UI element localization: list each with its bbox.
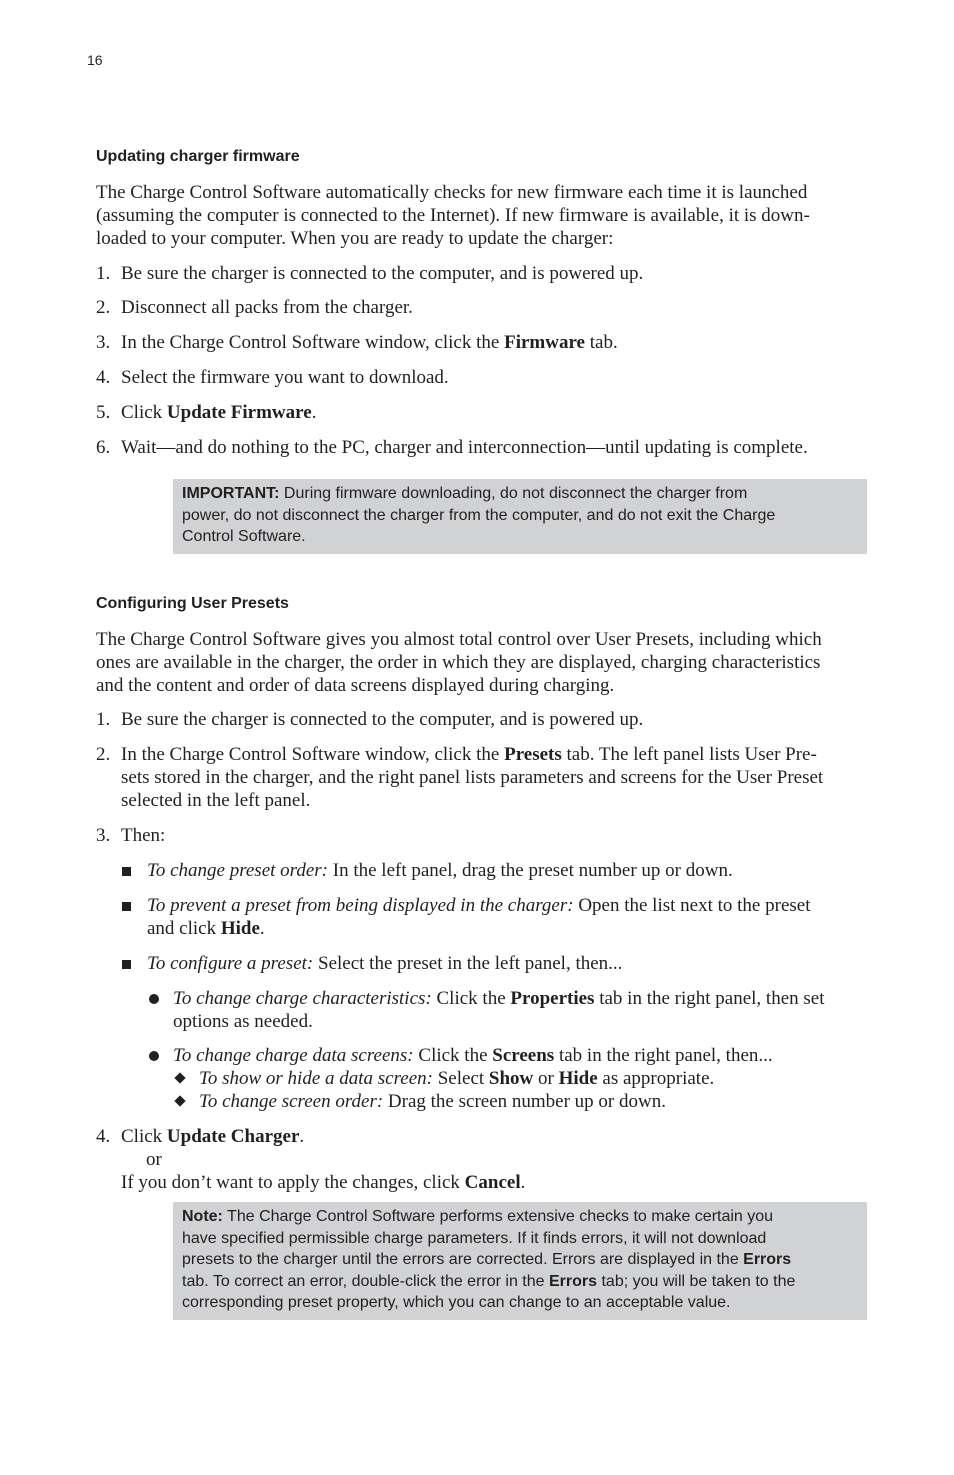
cancel-instruction: If you don’t want to apply the changes, click Cancel. <box>121 1172 526 1193</box>
step-text: Wait—and do nothing to the PC, charger and interconnection—until updating is complete. <box>121 437 808 458</box>
step-text: In the Charge Control Software window, click the Firmware tab. <box>121 332 618 353</box>
or-text: or <box>146 1149 162 1170</box>
step-text: Be sure the charger is connected to the computer, and is powered up. <box>121 263 644 284</box>
step-text: Click Update Charger. <box>121 1126 305 1147</box>
diamond-bullet-icon <box>174 1072 185 1083</box>
cancel-ref: Cancel <box>464 1172 521 1193</box>
hide-ref: Hide <box>220 918 260 939</box>
update-charger-ref: Update Charger <box>166 1126 300 1147</box>
note-label: Note: <box>182 1208 223 1225</box>
step-number: 4. <box>96 1126 111 1147</box>
step-text: Disconnect all packs from the charger. <box>121 297 413 318</box>
properties-tab-ref: Properties <box>510 988 595 1009</box>
errors-tab-ref: Errors <box>549 1272 598 1290</box>
presets-intro <box>96 628 866 697</box>
intro-line: (assuming the computer is connected to the Internet). If new firmware is available, it is down- <box>96 205 810 226</box>
note-callout: Note: The Charge Control Software performs extensive checks to make certain you have specified permissible charge parameters. If it finds errors, it will not download presets to the charger until the errors are corrected. Errors are displayed in the Errors tab. To correct an error, double-click the error in the Errors tab; you will be taken to the corresponding preset property, which you can change to an acceptable value. <box>173 1202 867 1320</box>
screens-tab-ref: Screens <box>492 1045 555 1066</box>
hide-ref: Hide <box>558 1068 598 1089</box>
square-bullet-icon <box>122 902 131 911</box>
important-callout: IMPORTANT: During firmware downloading, do not disconnect the charger from power, do not disconnect the charger from the computer, and do not exit the Charge Control Software. <box>173 479 867 554</box>
important-label: IMPORTANT: <box>182 485 280 502</box>
step-number: 3. <box>96 332 111 353</box>
square-bullet-icon <box>122 960 131 969</box>
step-number: 1. <box>96 263 111 284</box>
step-number: 1. <box>96 709 111 730</box>
step-number: 2. <box>96 744 111 765</box>
square-bullet-icon <box>122 867 131 876</box>
step-number: 5. <box>96 402 111 423</box>
intro-line: and the content and order of data screens displayed during charging. <box>96 675 615 696</box>
step-number: 2. <box>96 297 111 318</box>
step-text: In the Charge Control Software window, click the Presets tab. The left panel lists User Pre- sets stored in the charger, and the right panel lists parameters and screens for the User Preset selected in the left panel. <box>121 744 824 811</box>
step-text: Select the firmware you want to download. <box>121 367 449 388</box>
update-firmware-ref: Update Firmware <box>166 402 312 423</box>
firmware-tab-ref: Firmware <box>504 332 585 353</box>
presets-tab-ref: Presets <box>504 744 562 765</box>
intro-line: The Charge Control Software automatically checks for new firmware each time it is launched <box>96 182 808 203</box>
diamond-bullet-icon <box>174 1095 185 1106</box>
intro-line: loaded to your computer. When you are ready to update the charger: <box>96 228 614 249</box>
circle-bullet-icon <box>149 994 159 1004</box>
intro-line: The Charge Control Software gives you almost total control over User Presets, including which <box>96 629 822 650</box>
step-text: Click Update Firmware. <box>121 402 317 423</box>
step-number: 4. <box>96 367 111 388</box>
errors-tab-ref: Errors <box>743 1251 792 1268</box>
step-number: 6. <box>96 437 111 458</box>
section-heading-firmware: Updating charger firmware <box>96 148 300 165</box>
step-text: Be sure the charger is connected to the computer, and is powered up. <box>121 709 644 730</box>
section-heading-presets: Configuring User Presets <box>96 595 289 612</box>
intro-line: ones are available in the charger, the order in which they are displayed, charging characteristics <box>96 652 821 673</box>
show-ref: Show <box>488 1068 534 1089</box>
circle-bullet-icon <box>149 1051 159 1061</box>
page-number: 16 <box>87 52 103 68</box>
firmware-intro <box>96 181 866 250</box>
step-number: 3. <box>96 825 111 846</box>
step-text: Then: <box>121 825 166 846</box>
